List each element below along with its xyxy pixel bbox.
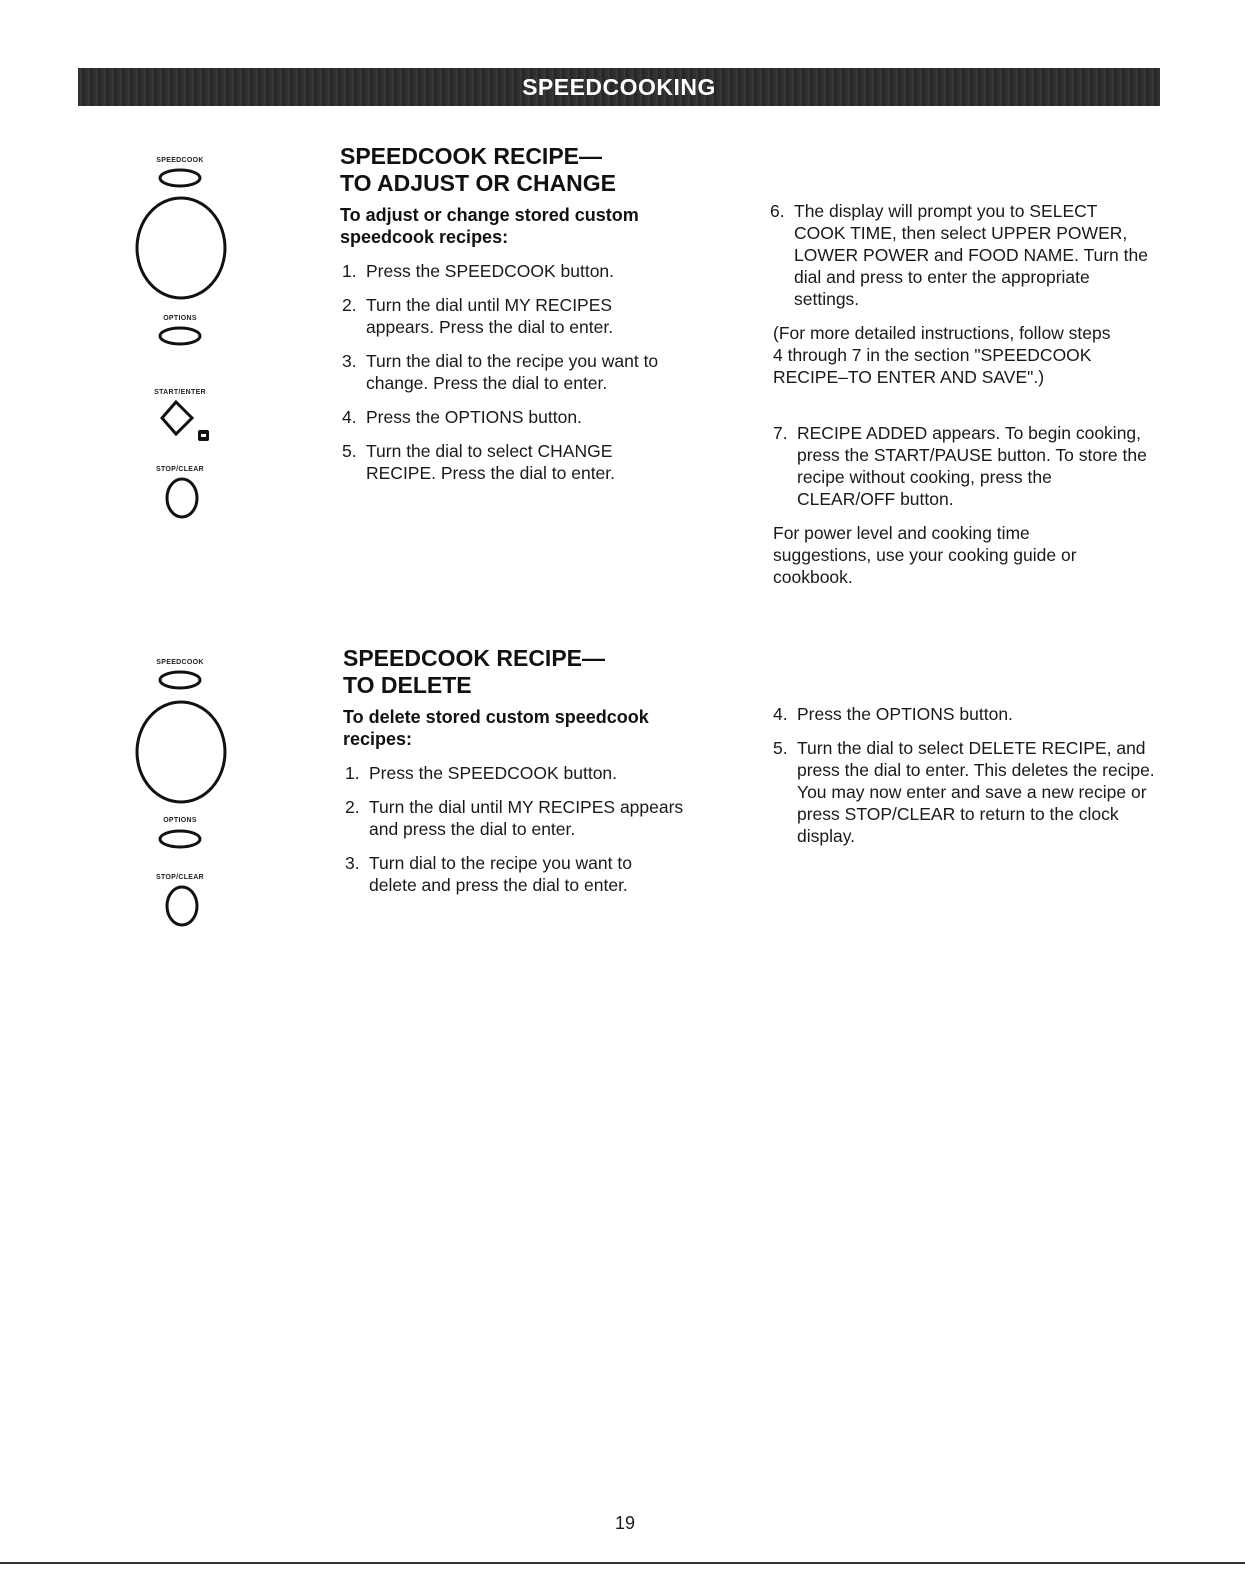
list-item: 1. Press the SPEEDCOOK button. xyxy=(342,261,615,281)
start-enter-button-icon xyxy=(160,398,216,450)
list-item: 4. Press the OPTIONS button. xyxy=(773,704,1013,724)
stop-clear-label: STOP/CLEAR xyxy=(156,874,204,881)
options-label: OPTIONS xyxy=(163,817,197,824)
options-button-icon xyxy=(158,325,202,347)
dial-icon xyxy=(135,700,227,805)
section-title-adjust: SPEEDCOOK RECIPE— TO ADJUST OR CHANGE xyxy=(340,143,617,196)
speedcook-label: SPEEDCOOK xyxy=(156,659,204,666)
intro-adjust: To adjust or change stored custom speedcook recipes: xyxy=(340,205,639,247)
stop-clear-button-icon xyxy=(165,476,205,522)
options-button-icon xyxy=(158,828,202,850)
list-item: 7. RECIPE ADDED appears. To begin cooking, press the START/PAUSE button. To store the recipe without cooking, press the CLEAR/OFF button. xyxy=(773,423,1147,509)
list-item: 4. Press the OPTIONS button. xyxy=(342,407,582,427)
banner-title: SPEEDCOOKING xyxy=(522,73,716,100)
bottom-rule xyxy=(0,1562,1245,1564)
start-enter-label: START/ENTER xyxy=(154,389,206,396)
list-item: 2. Turn the dial until MY RECIPES appears. Press the dial to enter. xyxy=(342,295,614,337)
options-label: OPTIONS xyxy=(163,315,197,322)
dial-icon xyxy=(135,196,227,301)
note-text: (For more detailed instructions, follow steps 4 through 7 in the section "SPEEDCOOK RECIPE–TO ENTER AND SAVE".) xyxy=(773,323,1111,387)
section-banner xyxy=(78,68,1160,106)
list-item: 3. Turn the dial to the recipe you want to change. Press the dial to enter. xyxy=(342,351,659,393)
stop-clear-label: STOP/CLEAR xyxy=(156,466,204,473)
intro-delete: To delete stored custom speedcook recipes: xyxy=(343,707,649,749)
speedcook-button-icon xyxy=(158,669,202,691)
list-item: 3. Turn dial to the recipe you want to delete and press the dial to enter. xyxy=(345,853,632,895)
list-item: 6. The display will prompt you to SELECT COOK TIME, then select UPPER POWER, LOWER POWER and FOOD NAME. Turn the dial and press to enter the appropriate settings. xyxy=(770,201,1148,309)
speedcook-button-icon xyxy=(158,167,202,189)
speedcook-label: SPEEDCOOK xyxy=(156,157,204,164)
list-item: 5. Turn the dial to select CHANGE RECIPE. Press the dial to enter. xyxy=(342,441,616,483)
list-item: 1. Press the SPEEDCOOK button. xyxy=(345,763,618,783)
tip-text: For power level and cooking time suggestions, use your cooking guide or cookbook. xyxy=(773,523,1077,587)
stop-clear-button-icon xyxy=(165,884,205,930)
list-item: 5. Turn the dial to select DELETE RECIPE, and press the dial to enter. This deletes the recipe. You may now enter and save a new recipe or press STOP/CLEAR to return to the clock display. xyxy=(773,738,1155,846)
list-item: 2. Turn the dial until MY RECIPES appears and press the dial to enter. xyxy=(345,797,684,839)
page-number: 19 xyxy=(614,1513,636,1533)
section-title-delete: SPEEDCOOK RECIPE— TO DELETE xyxy=(343,645,605,698)
